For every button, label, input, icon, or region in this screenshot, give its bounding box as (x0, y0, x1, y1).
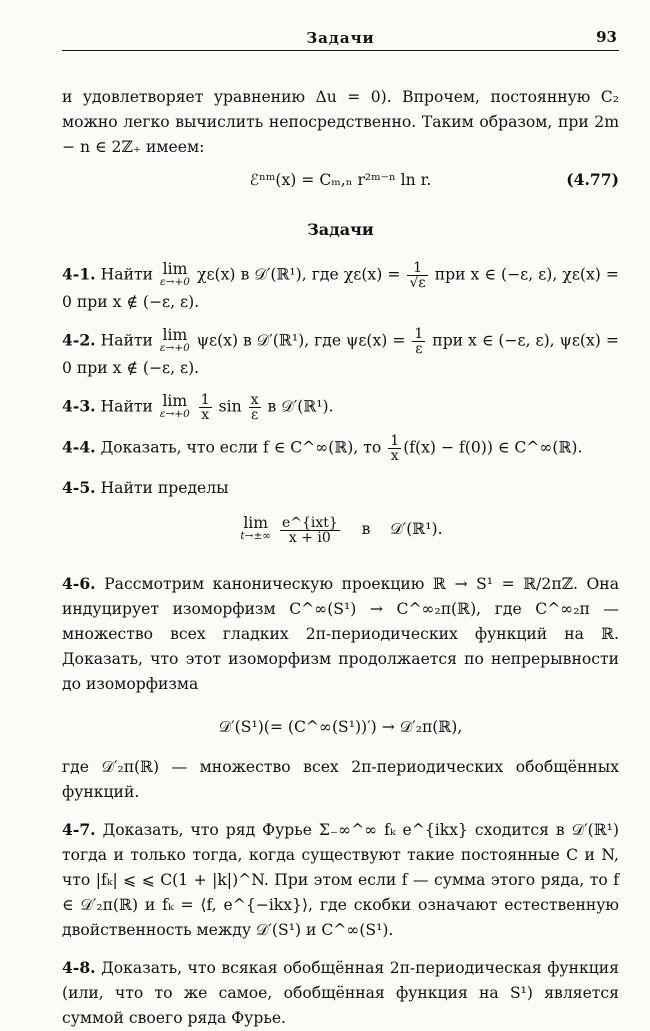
problem-text: Доказать, что если f ∈ C^∞(ℝ), то (100, 438, 382, 457)
problem-text: Доказать, что ряд Фурье Σ₋∞^∞ fₖ e^{ikx} сходится в 𝒟′(ℝ¹) тогда и только тогда, когда существуют такие постоянные C и N, что |fₖ| ⩽ ⩽ C(1 + |k|)^N. При этом если f — сумма этого ряда, то f ∈ 𝒟′₂π(ℝ) и fₖ = ⟨f, e^{−ikx}⟩, где скобки означают естественную двойственность между 𝒟′(S¹) и C^∞(S¹). (62, 820, 619, 939)
problem-number: 4-2. (62, 330, 96, 350)
problem-4-4 (62, 434, 619, 463)
problem-text: sin (218, 397, 242, 416)
fraction (407, 261, 427, 290)
limit-operator (240, 514, 271, 543)
display-isomorphism: 𝒟′(S¹)(= (C^∞(S¹))′) → 𝒟′₂π(ℝ), (218, 717, 463, 736)
denominator: ε (415, 341, 423, 357)
intro-paragraph: и удовлетворяет уравнению Δu = 0). Впрочем, постоянную C₂ можно легко вычислить непосредственно. Таким образом, при 2m − n ∈ 2ℤ₊ имеем: (62, 88, 619, 156)
problem-4-6-cont: где 𝒟′₂π(ℝ) — множество всех 2π-периодических обобщённых функций. (62, 757, 619, 801)
problem-number: 4-4. (62, 437, 96, 457)
fraction (412, 327, 425, 356)
numerator: x (250, 392, 259, 408)
problem-number: 4-8. (62, 957, 96, 977)
equation-number: (4.77) (566, 170, 619, 189)
problem-4-3 (62, 393, 619, 422)
problem-4-8 (62, 955, 619, 1031)
problem-number: 4-3. (62, 396, 96, 416)
problem-number: 4-6. (62, 573, 96, 593)
problem-text: в (361, 520, 371, 538)
limit-operator (159, 325, 190, 355)
lim-label: lim (243, 514, 269, 532)
section-title: Задачи (307, 220, 374, 239)
problem-text: χε(x) в 𝒟′(ℝ¹), где χε(x) = (197, 265, 401, 284)
problem-4-1 (62, 261, 619, 315)
limit-operator (159, 391, 190, 421)
problem-number: 4-1. (62, 264, 96, 284)
problem-number: 4-7. (62, 819, 96, 839)
numerator: e^{ixt} (281, 514, 338, 531)
page-number: 93 (596, 28, 617, 46)
problem-text: Найти пределы (100, 479, 229, 497)
lim-subscript: ε→+0 (160, 275, 190, 288)
numerator: 1 (414, 326, 424, 342)
problem-text: Доказать, что всякая обобщённая 2π-периодическая функция (или, что то же самое, обобщённая функция на S¹) является суммой своего ряда Фурье. (62, 958, 619, 1027)
problem-text: в 𝒟′(ℝ¹). (267, 397, 334, 416)
lim-subscript: t→±∞ (240, 530, 271, 542)
problem-4-6 (62, 571, 619, 697)
limit-operator (160, 259, 190, 289)
problem-text: Найти (100, 265, 153, 284)
denominator: √ε (409, 275, 426, 291)
equation-body: ℰⁿᵐ(x) = Cₘ,ₙ r²ᵐ⁻ⁿ ln r. (249, 171, 432, 189)
lim-label: lim (162, 325, 188, 344)
problem-text: 𝒟′(ℝ¹). (390, 520, 443, 538)
lim-subscript: ε→+0 (159, 341, 190, 354)
numerator: 1 (390, 433, 400, 449)
fraction (249, 393, 261, 422)
problem-4-2 (62, 327, 619, 381)
numerator: 1 (200, 392, 210, 408)
lim-subscript: ε→+0 (159, 407, 190, 420)
problem-text: ψε(x) в 𝒟′(ℝ¹), где ψε(x) = (196, 331, 406, 350)
header-title: Задачи (306, 29, 375, 47)
denominator: x (390, 448, 399, 464)
running-header (62, 26, 619, 51)
lim-label: lim (162, 259, 188, 278)
fraction (280, 516, 340, 545)
problem-text: Найти (100, 331, 153, 350)
problem-text: при x ∈ (−ε, ε), χε(x) = 0 при x ∉ (−ε, ε). (62, 265, 619, 311)
fraction (388, 434, 401, 463)
denominator: x + i0 (288, 529, 331, 546)
numerator: 1 (407, 261, 427, 276)
denominator: x (201, 407, 210, 423)
problem-text: Рассмотрим каноническую проекцию ℝ → S¹ = ℝ/2πℤ. Она индуцирует изоморфизм C^∞(S¹) → C^∞₂π(ℝ), где C^∞₂π — множество всех гладких 2π-периодических функций на ℝ. Доказать, что этот изоморфизм продолжается по непрерывности до изоморфизма (62, 574, 619, 693)
page (62, 26, 619, 1031)
equation-4-77 (62, 166, 619, 194)
problem-text: (f(x) − f(0)) ∈ C^∞(ℝ). (403, 438, 583, 457)
denominator: ε (250, 407, 259, 423)
display-limit (62, 515, 619, 545)
fraction (199, 393, 212, 422)
problem-text: Найти (100, 397, 153, 416)
problem-4-5 (62, 475, 619, 501)
problem-number: 4-5. (62, 478, 96, 497)
problem-text: при x ∈ (−ε, ε), ψε(x) = 0 при x ∉ (−ε, ε). (62, 331, 619, 377)
lim-label: lim (162, 391, 188, 410)
problem-4-7 (62, 817, 619, 943)
